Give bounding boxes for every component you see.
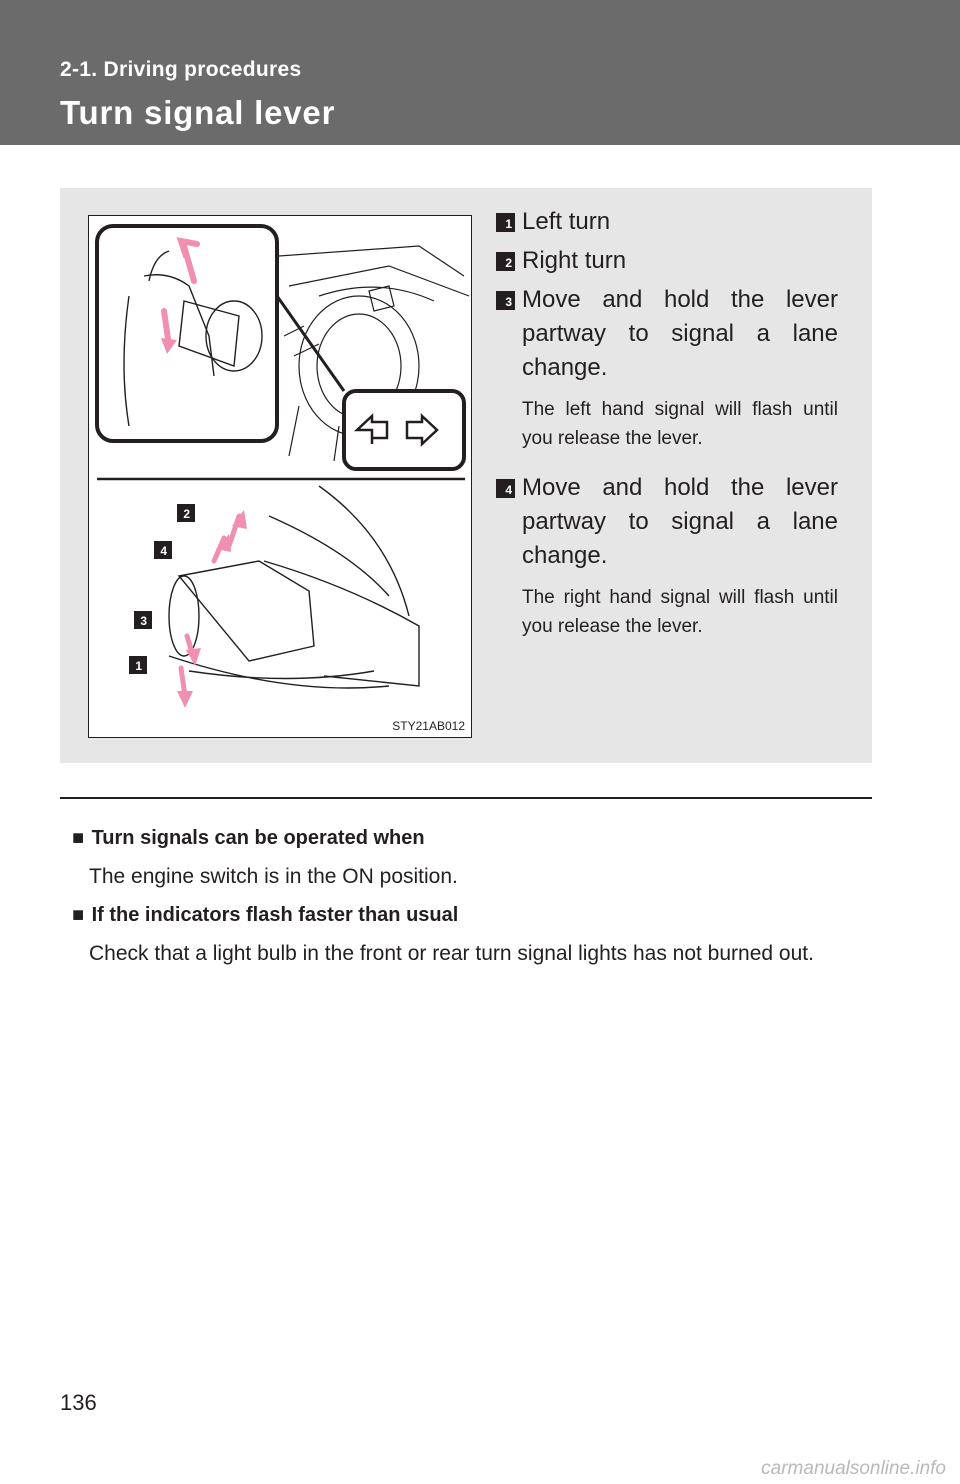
svg-text:1: 1 xyxy=(135,659,142,673)
page-number: 136 xyxy=(60,1390,97,1415)
section-divider xyxy=(60,797,872,799)
step-note: The left hand signal will flash until you release the lever. xyxy=(522,399,838,449)
step-label: Left turn xyxy=(522,208,611,235)
note-text: Check that a light bulb in the front or rear turn signal lights has not burned out. xyxy=(89,942,814,965)
step-list xyxy=(496,205,838,659)
step-item xyxy=(496,205,838,239)
square-bullet-icon: ■ xyxy=(72,827,85,849)
page-header xyxy=(0,0,960,145)
step-note: The right hand signal will flash until you release the lever. xyxy=(522,587,838,637)
figure-code: STY21AB012 xyxy=(392,719,465,733)
svg-text:3: 3 xyxy=(140,614,147,628)
turn-signal-illustration xyxy=(88,215,472,738)
page-title: Turn signal lever xyxy=(60,94,336,131)
square-bullet-icon: ■ xyxy=(72,904,85,926)
svg-text:4: 4 xyxy=(160,544,167,558)
note-text: The engine switch is in the ON position. xyxy=(89,865,458,888)
step-number-badge: 2 xyxy=(496,252,515,271)
step-item xyxy=(496,471,838,641)
step-item xyxy=(496,283,838,453)
step-number-badge: 4 xyxy=(496,479,515,498)
watermark: carmanualsonline.info xyxy=(761,1458,946,1479)
step-label: Right turn xyxy=(522,247,627,274)
note-heading: ■ If the indicators flash faster than usual xyxy=(72,901,862,929)
svg-text:2: 2 xyxy=(183,507,190,521)
section-label: 2-1. Driving procedures xyxy=(60,58,302,81)
step-item xyxy=(496,244,838,278)
step-label: Move and hold the lever partway to signal a lane change. xyxy=(522,286,838,381)
lever-drawing xyxy=(89,216,473,739)
step-label: Move and hold the lever partway to signal a lane change. xyxy=(522,474,838,569)
figure-callouts xyxy=(129,504,195,674)
notes-section xyxy=(72,824,862,978)
note-heading: ■ Turn signals can be operated when xyxy=(72,824,862,852)
step-number-badge: 1 xyxy=(496,213,515,232)
step-number-badge: 3 xyxy=(496,291,515,310)
lever-closeup xyxy=(169,486,419,688)
